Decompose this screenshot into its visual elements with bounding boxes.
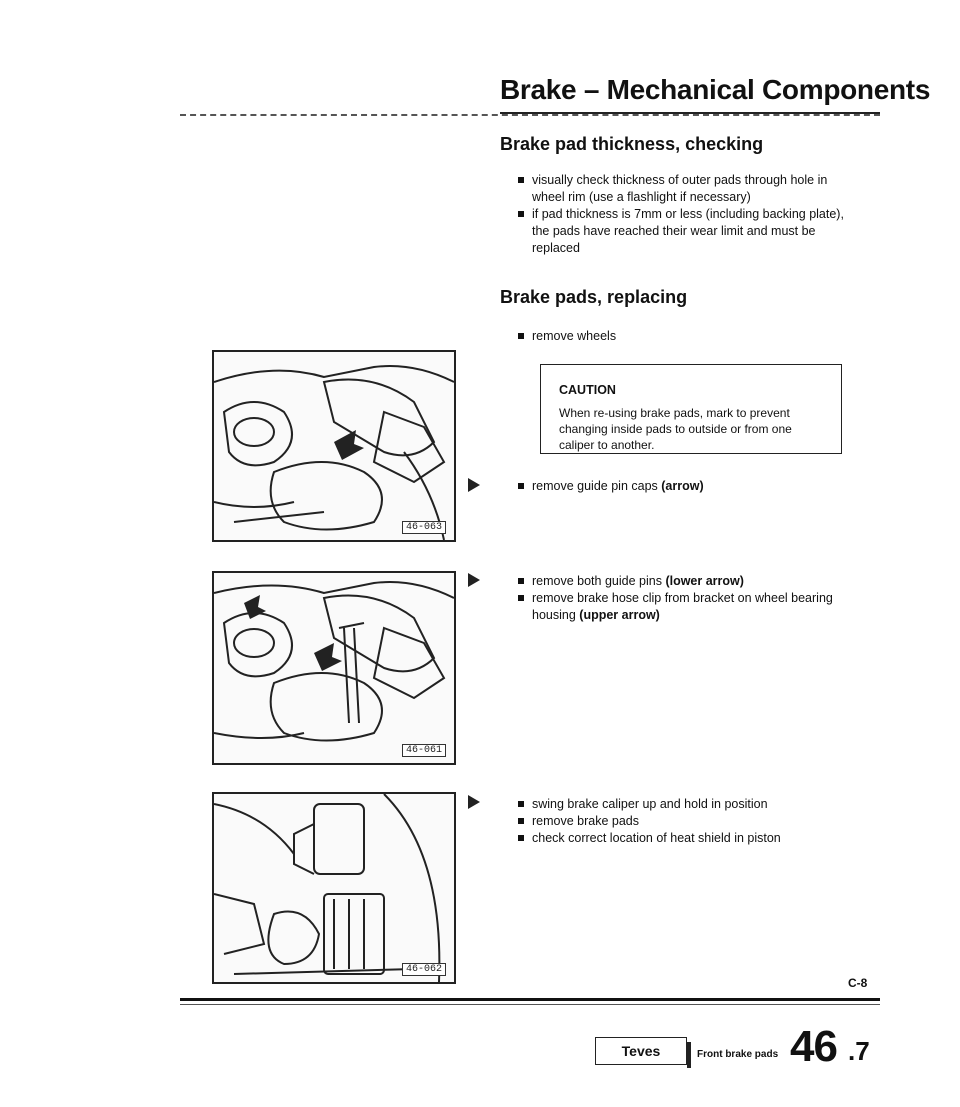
section-label: Front brake pads [697, 1049, 779, 1060]
header-dashed-rule [180, 114, 880, 116]
figure-code: 46-063 [402, 521, 446, 534]
list-item: swing brake caliper up and hold in position [518, 796, 848, 813]
figure-guide-pins [212, 571, 456, 765]
figure-swing-caliper [212, 792, 456, 984]
list-item: remove both guide pins (lower arrow) [518, 573, 838, 590]
figure-code: 46-062 [402, 963, 446, 976]
list-item: remove brake pads [518, 813, 848, 830]
step-guide-pin-caps [518, 478, 848, 495]
list-item: remove wheels [518, 328, 848, 345]
figure-guide-pin-caps [212, 350, 456, 542]
header-rule [500, 112, 880, 114]
page-title: Brake – Mechanical Components [500, 74, 931, 105]
list-item: if pad thickness is 7mm or less (including backing plate), the pads have reached their wear limit and must be replaced [518, 206, 848, 257]
pad-thickness-list [518, 172, 848, 257]
pointer-arrow-icon [468, 573, 480, 587]
figure-illustration [214, 573, 454, 763]
arrow-icon [334, 430, 364, 460]
page-reference: C-8 [848, 976, 868, 990]
list-item: remove guide pin caps (arrow) [518, 478, 848, 495]
page-number-sub: .7 [848, 1036, 870, 1066]
remove-wheels-list [518, 328, 848, 345]
footer-rule-thin [180, 1004, 880, 1005]
step-guide-pins [518, 573, 838, 624]
pointer-arrow-icon [468, 795, 480, 809]
lower-arrow-icon [314, 643, 342, 671]
figure-code: 46-061 [402, 744, 446, 757]
upper-arrow-icon [244, 595, 266, 619]
list-item: check correct location of heat shield in piston [518, 830, 848, 847]
footer-rule [180, 998, 880, 1001]
pointer-arrow-icon [468, 478, 480, 492]
list-item: visually check thickness of outer pads through hole in wheel rim (use a flashlight if necessary) [518, 172, 848, 206]
caution-box [540, 364, 842, 454]
caution-text: When re-using brake pads, mark to prevent changing inside pads to outside or from one caliper to another. [559, 406, 792, 452]
page-number: 46 [790, 1022, 837, 1071]
list-item: remove brake hose clip from bracket on wheel bearing housing (upper arrow) [518, 590, 838, 624]
caution-title: CAUTION [559, 383, 616, 397]
section-title-pads-replacing: Brake pads, replacing [500, 287, 688, 307]
brand-label: Teves [595, 1037, 687, 1065]
section-title-pad-thickness: Brake pad thickness, checking [500, 134, 764, 154]
step-swing-caliper [518, 796, 848, 847]
figure-illustration [214, 352, 454, 540]
figure-illustration [214, 794, 454, 982]
